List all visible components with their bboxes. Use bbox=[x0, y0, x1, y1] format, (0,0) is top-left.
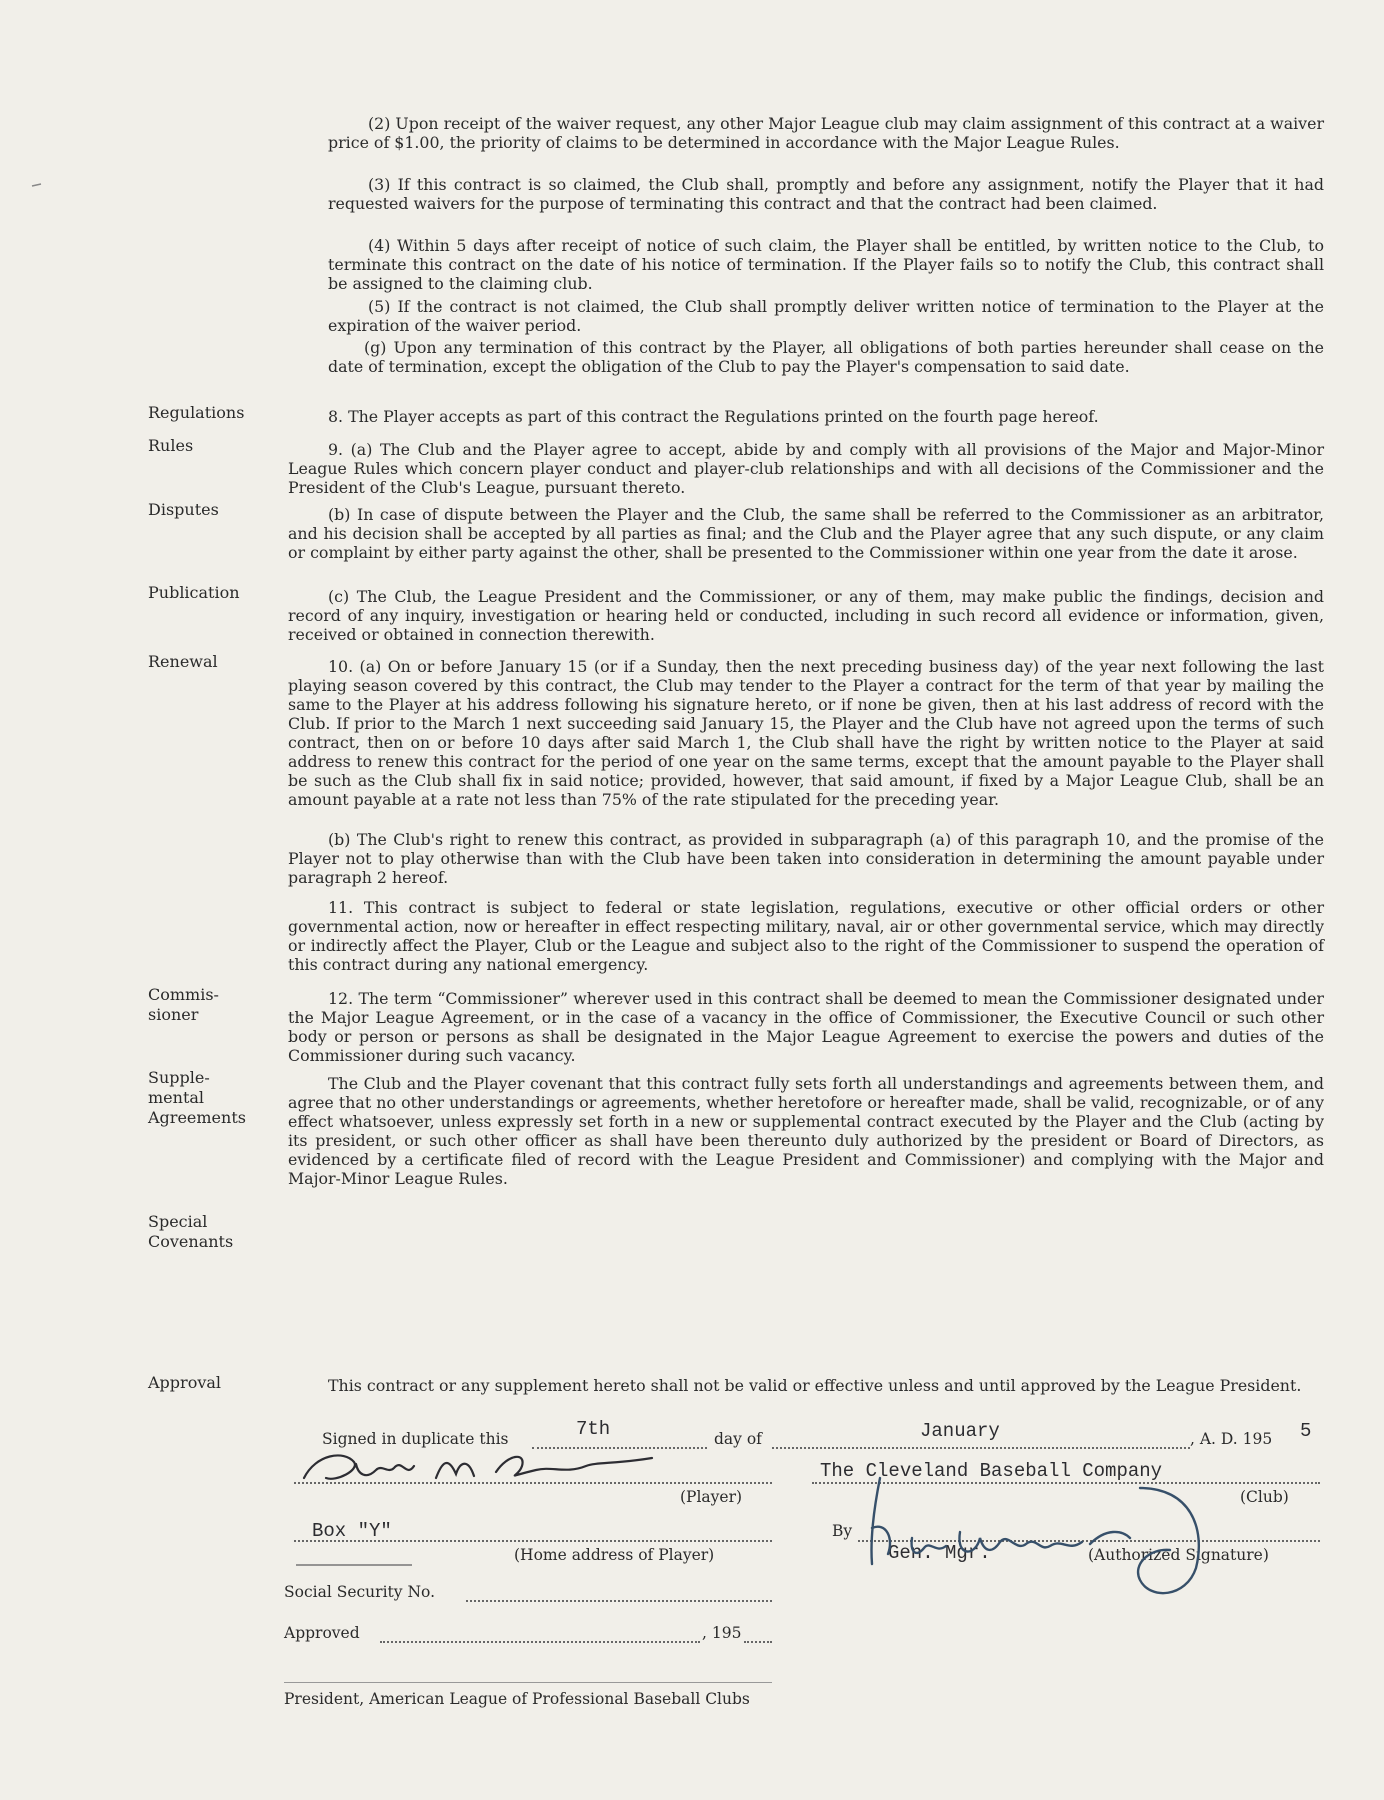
player-signature bbox=[296, 1444, 656, 1496]
clause-9c: (c) The Club, the League President and the Commissioner, or any of them, may make public the findings, decision and record of any inquiry, investigation or hearing held or conducted, including in such record all evidence or information, given, received or obtained in connection therewith. bbox=[288, 587, 1324, 644]
president-line bbox=[284, 1682, 772, 1683]
approved-line bbox=[380, 1641, 700, 1643]
year-digit: 5 bbox=[1300, 1420, 1312, 1442]
clause-9b: (b) In case of dispute between the Player and the Club, the same shall be referred to the Commissioner as an arbitrator, and his decision shall be accepted by all parties as final; and the Club and the Player agree that any such dispute, or any claim or complaint by either party against the other, shall be presented to the Commissioner within one year from the date it arose. bbox=[288, 505, 1324, 562]
clause-8: 8. The Player accepts as part of this contract the Regulations printed on the fourth page hereof. bbox=[328, 407, 1099, 426]
label-approval: Approval bbox=[148, 1373, 222, 1392]
clause-10b: (b) The Club's right to renew this contract, as provided in subparagraph (a) of this paragraph 10, and the promise of the Player not to play otherwise than with the Club have been taken into consideration in determining the amount payable under paragraph 2 hereof. bbox=[288, 830, 1324, 887]
player-caption: (Player) bbox=[680, 1488, 743, 1506]
month-value: January bbox=[920, 1420, 1000, 1442]
player-line bbox=[294, 1482, 772, 1484]
label-rules: Rules bbox=[148, 436, 194, 455]
signed-prefix: Signed in duplicate this bbox=[322, 1430, 509, 1448]
clause-10a: 10. (a) On or before January 15 (or if a Sunday, then the next preceding business day) of the year next following the last playing season covered by this contract, the Club may tender to the Player a contract for the term of that year by mailing the same to the Player at his address following his signature hereto, or if none be given, then at his last address of record with the Club. If prior to the March 1 next succeeding said January 15, the Player and the Club have not agreed upon the terms of such contract, then on or before 10 days after said March 1, the Club shall have the right by written notice to the Player at said address to renew this contract for the period of one year on the same terms, except that the amount payable to the Player shall be such as the Club shall fix in said notice; provided, however, that said amount, if fixed by a Major League Club, shall be an amount payable at a rate not less than 75% of the rate stipulated for the preceding year. bbox=[288, 657, 1324, 809]
label-publication: Publication bbox=[148, 583, 240, 602]
approved-label: Approved bbox=[284, 1624, 360, 1642]
auth-caption: (Authorized Signature) bbox=[1088, 1546, 1269, 1564]
club-caption: (Club) bbox=[1240, 1488, 1289, 1506]
president-caption: President, American League of Professional Baseball Clubs bbox=[284, 1690, 750, 1708]
approved-year: , 195 bbox=[702, 1624, 742, 1642]
stray-underline bbox=[294, 1562, 414, 1568]
label-disputes: Disputes bbox=[148, 500, 219, 519]
club-signature bbox=[850, 1468, 1230, 1608]
clause-approval: This contract or any supplement hereto shall not be valid or effective unless and until approved by the League President. bbox=[328, 1376, 1302, 1395]
title-typed: Gen. Mgr. bbox=[888, 1542, 991, 1564]
waiver-para-4: (4) Within 5 days after receipt of notice of such claim, the Player shall be entitled, by written notice to the Club, to terminate this contract on the date of his notice of termination. If the Player fails so to notify the Club, this contract shall be assigned to the claiming club. bbox=[328, 236, 1324, 293]
waiver-para-g: (g) Upon any termination of this contract by the Player, all obligations of both parties hereunder shall cease on the date of termination, except the obligation of the Club to pay the Player's compensation to said date. bbox=[328, 338, 1324, 376]
clause-supplemental: The Club and the Player covenant that this contract fully sets forth all understandings and agreements between them, and agree that no other understandings or agreements, whether heretofore or hereafter made, shall be valid, recognizable, or of any effect whatsoever, unless expressly set forth in a new or supplemental contract executed by the Player and the Club (acting by its president, or such other officer as shall have been thereunto duly authorized by the president or Board of Directors, as evidenced by a certificate filed of record with the League President and Commissioner) and complying with the Major and Major-Minor League Rules. bbox=[288, 1074, 1324, 1188]
day-value: 7th bbox=[576, 1418, 611, 1440]
home-address: Box "Y" bbox=[312, 1520, 392, 1542]
ad-label: , A. D. 195 bbox=[1190, 1430, 1273, 1448]
day-of-label: day of bbox=[714, 1430, 762, 1448]
ssn-label: Social Security No. bbox=[284, 1583, 435, 1601]
month-line bbox=[772, 1447, 1190, 1449]
label-special-covenants: Special Covenants bbox=[148, 1212, 234, 1251]
waiver-para-5: (5) If the contract is not claimed, the Club shall promptly deliver written notice of termination to the Player at the expiration of the waiver period. bbox=[328, 297, 1324, 335]
waiver-para-3: (3) If this contract is so claimed, the Club shall, promptly and before any assignment, notify the Player that it had requested waivers for the purpose of terminating this contract and that the contract had been claimed. bbox=[328, 175, 1324, 213]
label-supplemental: Supple- mental Agreements bbox=[148, 1068, 246, 1127]
label-renewal: Renewal bbox=[148, 652, 218, 671]
home-line bbox=[294, 1540, 772, 1542]
ssn-line bbox=[466, 1600, 772, 1602]
home-caption: (Home address of Player) bbox=[514, 1546, 715, 1564]
approved-year-line bbox=[744, 1641, 772, 1643]
clause-9a: 9. (a) The Club and the Player agree to accept, abide by and comply with all provisions of the Major and Major-Minor League Rules which concern player conduct and player-club relationships and with all decisions of the Commissioner and the President of the Club's League, pursuant thereto. bbox=[288, 440, 1324, 497]
label-commissioner: Commis- sioner bbox=[148, 985, 219, 1024]
waiver-para-2: (2) Upon receipt of the waiver request, any other Major League club may claim assignment of this contract at a waiver price of $1.00, the priority of claims to be determined in accordance with the Major League Rules. bbox=[328, 114, 1324, 152]
stray-mark bbox=[30, 180, 44, 190]
label-regulations: Regulations bbox=[148, 403, 245, 422]
clause-11: 11. This contract is subject to federal or state legislation, regulations, executive or other official orders or other governmental action, now or hereafter in effect respecting military, naval, air or other governmental service, which may directly or indirectly affect the Player, Club or the League and subject also to the right of the Commissioner to suspend the operation of this contract during any national emergency. bbox=[288, 898, 1324, 974]
club-name: The Cleveland Baseball Company bbox=[820, 1460, 1163, 1482]
by-label: By bbox=[832, 1522, 853, 1540]
clause-12: 12. The term “Commissioner” wherever used in this contract shall be deemed to mean the Commissioner designated under the Major League Agreement, or in the case of a vacancy in the office of Commissioner, the Executive Council or such other body or person or persons as shall be designated in the Major League Agreement to exercise the powers and duties of the Commissioner during such vacancy. bbox=[288, 989, 1324, 1065]
